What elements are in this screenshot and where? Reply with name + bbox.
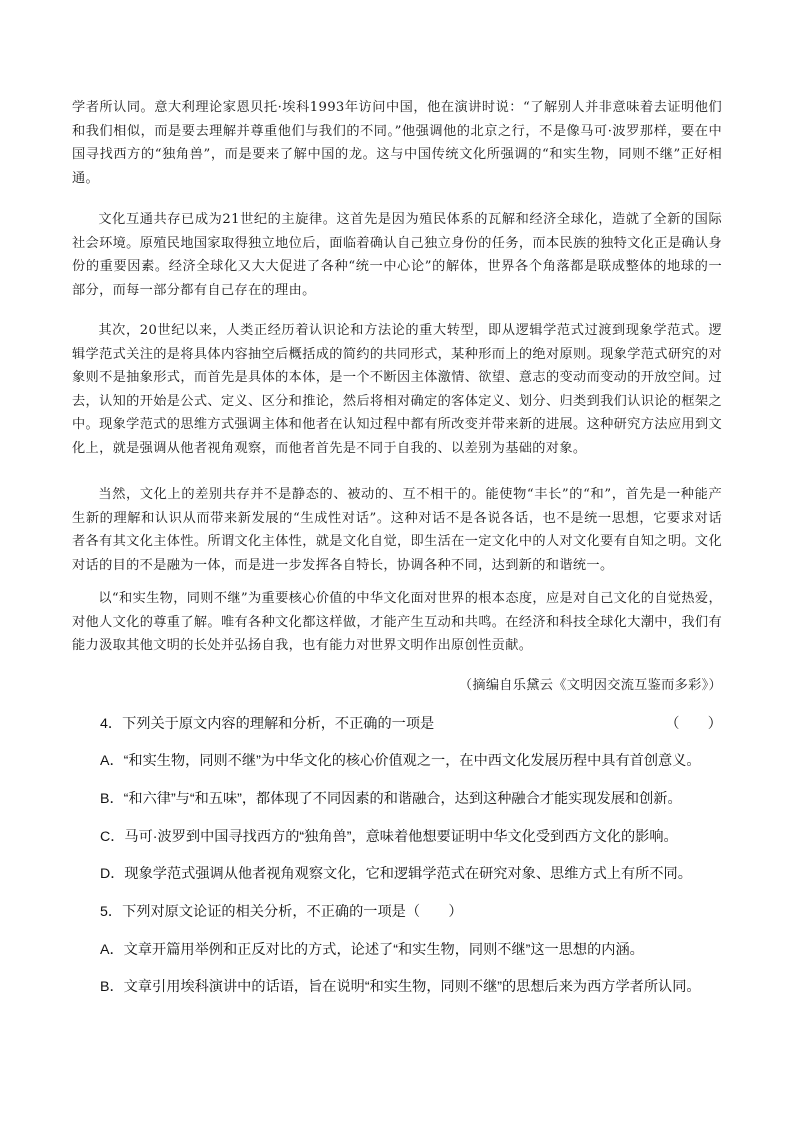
question-4-option-d: D．现象学范式强调从他者视角观察文化，它和逻辑学范式在研究对象、思维方式上有所不同。 [100,866,692,882]
passage-source-citation: （摘编自乐黛云《文明因交流互鉴而多彩》） [458,678,722,693]
question-4-stem [100,713,722,735]
question-5-stem: 5．下列对原文论证的相关分析，不正确的一项是（ ） [100,904,463,920]
question-5-option-b: B．文章引用埃科演讲中的话语，旨在说明“和实生物，同则不继”的思想后来为西方学者所认同。 [100,979,701,995]
question-4-option-b: B．“和六律”与“和五味”，都体现了不同因素的和谐融合，达到这种融合才能实现发展和创新。 [100,791,682,807]
passage-paragraph-2: 文化互通共存已成为21世纪的主旋律。这首先是因为殖民体系的瓦解和经济全球化，造就了全新的国际社会环境。原殖民地国家取得独立地位后，面临着确认自己独立身份的任务，而本民族的独特文化正是确认身份的重要因素。经济全球化又大大促进了各种“统一中心论”的解体，世界各个角落都是联成整体的地球的一部分，而每一部分都有自己存在的理由。 [72,212,722,298]
passage-paragraph-3: 其次，20世纪以来，人类正经历着认识论和方法论的重大转型，即从逻辑学范式过渡到现象学范式。逻辑学范式关注的是将具体内容抽空后概括成的简约的共同形式，某种形而上的绝对原则。现象学范式研究的对象则不是抽象形式，而首先是具体的本体，是一个不断因主体激情、欲望、意志的变动而变动的开放空间。过去，认知的开始是公式、定义、区分和推论，然后将相对确定的客体定义、划分、归类到我们认识论的框架之中。现象学范式的思维方式强调主体和他者在认知过程中都有所改变并带来新的进展。这种研究方法应用到文化上，就是强调从他者视角观察，而他者首先是不同于自我的、以差别为基础的对象。 [72,323,722,456]
question-5-option-a: A．文章开篇用举例和正反对比的方式，论述了“和实生物，同则不继”这一思想的内涵。 [100,942,644,958]
passage-paragraph-5: 以“和实生物，同则不继”为重要核心价值的中华文化面对世界的根本态度，应是对自己文化的自觉热爱，对他人文化的尊重了解。唯有各种文化都这样做，才能产生互动和共鸣。在经济和科技全球化大潮中，我们有能力汲取其他文明的长处并弘扬自我，也有能力对世界文明作出原创性贡献。 [72,591,722,653]
passage-paragraph-4: 当然，文化上的差别共存并不是静态的、被动的、互不相干的。能使物“丰长”的“和”，首先是一种能产生新的理解和认识从而带来新发展的“生成性对话”。这种对话不是各说各话，也不是统一思想，它要求对话者各有其文化主体性。所谓文化主体性，就是文化自觉，即生活在一定文化中的人对文化要有自知之明。文化对话的目的不是融为一体，而是进一步发挥各自特长，协调各种不同，达到新的和谐统一。 [72,487,722,573]
question-4-option-c: C．马可·波罗到中国寻找西方的“独角兽”，意味着他想要证明中华文化受到西方文化的影响。 [100,829,678,845]
question-4-answer-blank: （ ） [665,716,722,732]
question-4-option-a: A．“和实生物，同则不继”为中华文化的核心价值观之一，在中西文化发展历程中具有首创意义。 [100,753,701,769]
question-4-text: 4．下列关于原文内容的理解和分析，不正确的一项是 [100,716,435,732]
passage-paragraph-1: 学者所认同。意大利理论家恩贝托·埃科1993年访问中国，他在演讲时说：“了解别人并非意味着去证明他们和我们相似，而是要去理解并尊重他们与我们的不同。”他强调他的北京之行，不是像马可·波罗那样，要在中国寻找西方的“独角兽”，而是要来了解中国的龙。这与中国传统文化所强调的“和实生物，同则不继”正好相通。 [72,100,722,186]
